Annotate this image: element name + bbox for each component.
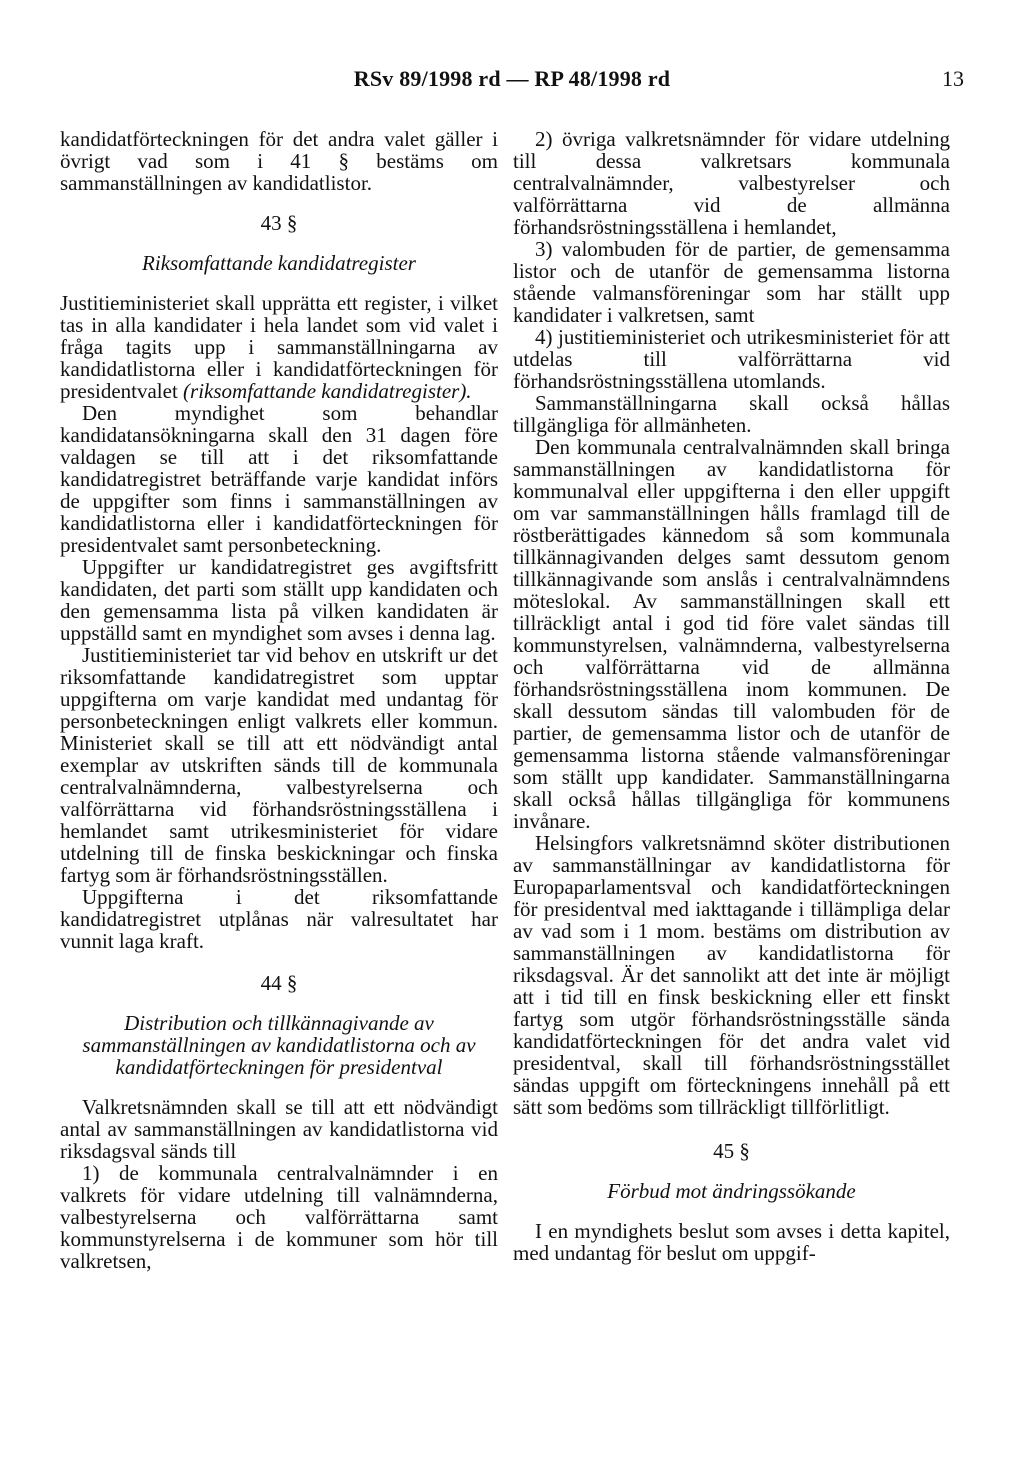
right-column: [513, 128, 950, 1264]
list-item: 3) valombuden för de partier, de gemensamma listor och de utanför de gemensamma listorna stående valmansföreningar som har ställt upp kandidater i valkretsen, samt: [513, 237, 950, 327]
paragraph: Den myndighet som behandlar kandidatansökningarna skall den 31 dagen före valdagen se till att i det riksomfattande kandidatregistret beträffande varje kandidat införs de uppgifter som finns i sammanställningen av kandidatlistorna eller i kandidatförteckningen för presidentvalet samt personbeteckning.: [60, 401, 498, 557]
paragraph-text: Justitieministeriet skall upprätta ett register, i vilket tas in alla kandidater i hela landet som vid valet i fråga tagits upp i sammanställningarna av kandidatlistorna eller i kandidatförteckningen för presidentvalet: [60, 291, 498, 403]
section-43-number: 43 §: [260, 211, 298, 235]
paragraph: [60, 292, 498, 402]
paragraph: Helsingfors valkretsnämnd sköter distributionen av sammanställningar av kandidatlistorna för Europaparlamentsval och kandidatförteckningen för presidentval med iakttagande i tillämpliga delar av vad som i 1 mom. bestäms om distribution av sammanställningen av kandidatlistorna för riksdagsval. Är det sannolikt att det inte är möjligt att i tid till en finsk beskickning eller ett finskt fartyg som utgör förhandsröstningsställe sända kandidatförteckningen för det andra valet vid presidentval, skall till förhandsröstningsstället sändas uppgift om förteckningens innehåll på ett sätt som bedöms som tillräckligt tillförlitligt.: [513, 831, 950, 1119]
list-item: 4) justitieministeriet och utrikesministeriet för att utdelas till valförrättarna vid förhandsröstningsställena utomlands.: [513, 325, 950, 393]
paragraph: Uppgifterna i det riksomfattande kandidatregistret utplånas när valresultatet har vunnit laga kraft.: [60, 885, 498, 953]
section-45-title: Förbud mot ändringssökande: [607, 1179, 856, 1203]
section-44-number: 44 §: [260, 971, 298, 995]
running-header-title: RSv 89/1998 rd — RP 48/1998 rd: [353, 66, 671, 91]
paragraph: Den kommunala centralvalnämnden skall bringa sammanställningen av kandidatlistorna för kommunalval eller uppgifterna i den eller uppgift om var sammanställningen hålls framlagd till de röstberättigades kännedom så som kommunala tillkännagivanden delges samt dessutom genom tillkännagivande som anslås i centralvalnämndens möteslokal. Av sammanställningen skall ett tillräckligt antal i god tid före valet sändas till kommunstyrelsen, valnämnderna, valbestyrelserna och valförrättarna vid de allmänna förhandsröstningsställena inom kommunen. De skall dessutom sändas till valombuden för de partier, de gemensamma listor och de utanför de gemensamma listorna stående valmansföreningar som ställt upp kandidater. Sammanställningarna skall också hållas tillgängliga för kommunens invånare.: [513, 435, 950, 833]
paragraph: Justitieministeriet tar vid behov en utskrift ur det riksomfattande kandidatregistret som upptar uppgifterna om varje kandidat med undantag för personbeteckningen enligt valkrets eller kommun. Ministeriet skall se till att ett nödvändigt antal exemplar av utskriften sänds till de kommunala centralvalnämnderna, valbestyrelserna och valförrättarna vid förhandsröstningsställena i hemlandet samt utrikesministeriet för vidare utdelning till de finska beskickningar och finska fartyg som är förhandsröstningsställen.: [60, 643, 498, 887]
section-45-number: 45 §: [713, 1139, 750, 1163]
section-43-title: Riksomfattande kandidatregister: [142, 251, 416, 275]
paragraph: Sammanställningarna skall också hållas tillgängliga för allmänheten.: [513, 391, 950, 437]
list-item: 1) de kommunala centralvalnämnder i en valkrets för vidare utdelning till valnämnderna, valbestyrelserna och valförrättarna samt kommunstyrelserna i de kommuner som hör till valkretsen,: [60, 1161, 498, 1273]
section-44-title: Distribution och tillkännagivande av sammanställningen av kandidatlistorna och av kandidatförteckningen för presidentval: [82, 1011, 476, 1079]
page-number: 13: [942, 66, 964, 91]
left-column: [60, 128, 498, 1272]
intro-paragraph: kandidatförteckningen för det andra valet gäller i övrigt vad som i 41 § bestäms om sammanställningen av kandidatlistor.: [60, 127, 498, 195]
paragraph: Valkretsnämnden skall se till att ett nödvändigt antal av sammanställningen av kandidatlistorna vid riksdagsval sänds till: [60, 1095, 498, 1163]
defined-term: (riksomfattande kandidatregister).: [183, 379, 472, 403]
page-header: [0, 66, 1024, 102]
list-item: 2) övriga valkretsnämnder för vidare utdelning till dessa valkretsars kommunala centralvalnämnder, valbestyrelser och valförrättarna vid de allmänna förhandsröstningsställena i hemlandet,: [513, 127, 950, 239]
paragraph: I en myndighets beslut som avses i detta kapitel, med undantag för beslut om uppgif-: [513, 1219, 950, 1265]
paragraph: Uppgifter ur kandidatregistret ges avgiftsfritt kandidaten, det parti som ställt upp kandidaten och den gemensamma lista på vilken kandidaten är uppställd samt en myndighet som avses i denna lag.: [60, 555, 498, 645]
